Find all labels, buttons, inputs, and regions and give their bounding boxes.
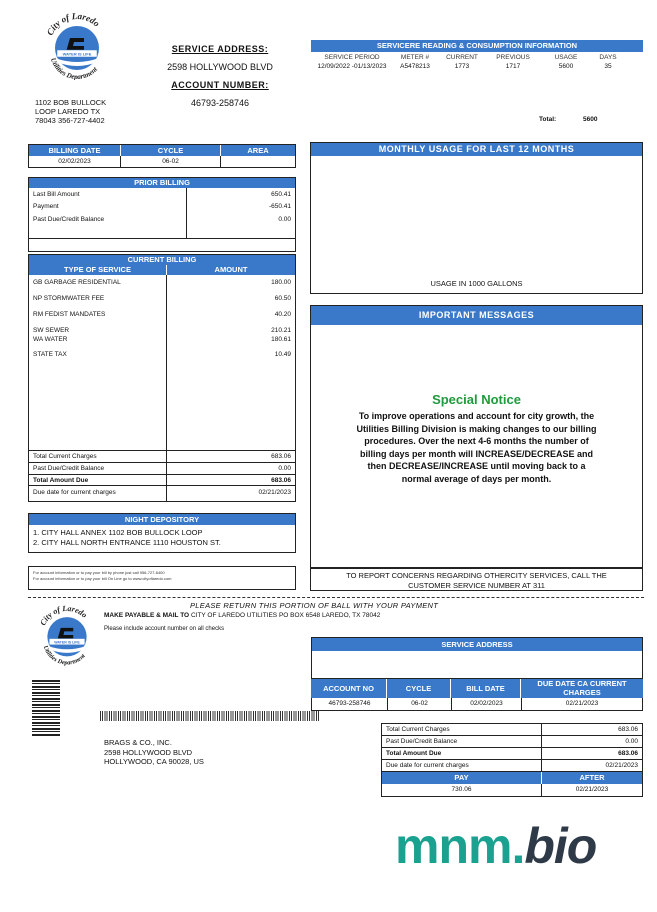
reading-cell: 35 — [604, 63, 612, 70]
vertical-barcode — [32, 680, 60, 736]
reading-header: DAYS — [599, 54, 617, 61]
monthly-usage-box — [310, 142, 643, 294]
notice-title: Special Notice — [432, 392, 521, 407]
billing-info-header: CYCLE — [121, 145, 221, 156]
total-value: 0.00 — [278, 465, 291, 472]
stub-header: DUE DATE CA CURRENT CHARGES — [521, 679, 643, 698]
billing-info-table — [28, 144, 296, 168]
stub-totals-table — [381, 723, 643, 797]
billing-info-header: AREA — [221, 145, 295, 156]
stub-header: CYCLE — [387, 679, 451, 698]
charge-label: RM FEDIST MANDATES — [33, 311, 106, 318]
monthly-usage-title: MONTHLY USAGE FOR LAST 12 MONTHS — [311, 143, 642, 156]
night-depository-item: 1. CITY HALL ANNEX 1102 BOB BULLOCK LOOP — [33, 528, 203, 537]
prior-billing-title: PRIOR BILLING — [29, 178, 295, 188]
charge-value: 180.00 — [271, 279, 291, 286]
stub-total-label: Total Current Charges — [382, 724, 542, 735]
account-number-value: 46793-258746 — [190, 98, 250, 108]
logo-arc-top: City of Laredo — [38, 603, 89, 628]
reading-cell: 5600 — [558, 63, 574, 70]
stub-total-value: 683.06 — [618, 750, 638, 757]
fine-print-box — [28, 566, 296, 590]
stub-total-label: Past Due/Credit Balance — [382, 736, 542, 747]
cycle-value: 06-02 — [121, 156, 221, 167]
logo-ribbon: WATER IS LIFE — [54, 640, 80, 645]
report-line2: CUSTOMER SERVICE NUMBER AT 311 — [408, 580, 545, 590]
total-label: Past Due/Credit Balance — [33, 465, 105, 472]
charge-label: GB GARBAGE RESIDENTIAL — [33, 279, 121, 286]
utility-address-line2: LOOP LAREDO TX — [35, 107, 101, 116]
charge-row — [29, 295, 295, 302]
stub-value: 46793-258746 — [312, 698, 388, 710]
stub-total-row — [382, 736, 642, 748]
charge-row — [29, 351, 295, 358]
stub-value: 02/21/2023 — [565, 700, 599, 707]
night-depository-title: NIGHT DEPOSITORY — [29, 514, 295, 525]
stub-total-label: Total Amount Due — [382, 748, 542, 759]
stub-service-address-title: SERVICE ADDRESS — [312, 638, 642, 651]
reading-row — [311, 63, 643, 70]
charge-value: 180.61 — [271, 336, 291, 343]
reading-cell: A5478213 — [400, 63, 430, 70]
utility-address-line1: 1102 BOB BULLOCK — [35, 98, 107, 107]
reading-header: CURRENT — [446, 54, 478, 61]
postal-barcode — [100, 711, 320, 721]
monthly-usage-footer: USAGE IN 1000 GALLONS — [430, 279, 523, 288]
charge-value: 40.20 — [274, 311, 291, 318]
mail-to-line2: 2598 HOLLYWOOD BLVD — [104, 747, 193, 757]
city-logo-stub — [34, 603, 100, 667]
tear-line — [28, 597, 644, 598]
service-address-label: SERVICE ADDRESS: — [171, 44, 269, 54]
mail-to-line3: HOLLYWOOD, CA 90028, US — [104, 757, 204, 766]
logo-arc-bottom: Utilities Department — [41, 644, 87, 667]
stub-total-value: 02/21/2023 — [605, 762, 638, 769]
current-billing-title: CURRENT BILLING — [29, 255, 295, 265]
billing-date-value: 02/02/2023 — [29, 156, 121, 167]
total-label: Due date for current charges — [33, 489, 116, 496]
account-number-label: ACCOUNT NUMBER: — [171, 80, 269, 90]
prior-billing-value: -650.41 — [268, 203, 291, 210]
stub-value: 06-02 — [388, 698, 452, 710]
report-line1: TO REPORT CONCERNS REGARDING OTHERCITY SERVICES, CALL THE — [346, 571, 607, 580]
total-value: 683.06 — [271, 453, 291, 460]
after-label: AFTER — [542, 772, 642, 784]
reading-total-label: Total: — [539, 116, 557, 123]
city-logo — [40, 12, 114, 80]
total-value: 683.06 — [271, 477, 291, 484]
total-row — [29, 451, 295, 463]
stub-total-row — [382, 748, 642, 760]
payable-bold: MAKE PAYABLE & MAIL TO — [104, 612, 190, 619]
charge-label: SW SEWER — [33, 327, 70, 334]
total-label: Total Current Charges — [33, 453, 97, 460]
reading-cell: 1717 — [505, 63, 521, 70]
total-label: Total Amount Due — [33, 477, 89, 484]
stub-total-row — [382, 724, 642, 736]
logo-arc-top: City of Laredo — [44, 12, 102, 37]
mail-to-line1: BRAGS & CO., INC. — [104, 738, 172, 747]
prior-billing-row — [29, 216, 295, 223]
charge-label: STATE TAX — [33, 351, 67, 358]
service-address-value: 2598 HOLLYWOOD BLVD — [167, 62, 273, 72]
logo-ribbon: WATER IS LIFE — [62, 51, 92, 57]
mail-to-address — [104, 738, 204, 767]
reading-header: USAGE — [554, 54, 578, 61]
report-box — [310, 568, 643, 591]
stub-header: ACCOUNT NO — [311, 679, 387, 698]
total-row — [29, 475, 295, 486]
stub-total-label: Due date for current charges — [382, 760, 542, 771]
utility-address-line3: 78043 356-727-4402 — [35, 116, 105, 125]
charge-row — [29, 336, 295, 343]
payable-rest: CITY OF LAREDO UTILITIES PO BOX 6548 LAREDO, TX 78042 — [190, 612, 381, 619]
reading-total-value: 5600 — [583, 116, 598, 123]
charge-value: 210.21 — [271, 327, 291, 334]
reading-title: SERVICERE READING & CONSUMPTION INFORMATION — [311, 40, 643, 52]
reading-header: SERVICE PERIOD — [324, 54, 380, 61]
col-amount: AMOUNT — [167, 265, 295, 275]
payable-line — [104, 612, 380, 619]
pay-value: 730.06 — [382, 784, 542, 796]
stub-total-row — [382, 760, 642, 772]
notice-body: To improve operations and account for city growth, the Utilities Billing Division is making changes to our billing procedures. Over the next 4-6 months the number of billing days per month will INCREASE/DECREASE and then DECREASE/INCREASE until moving back to a normal average of days per month. — [356, 411, 597, 484]
prior-billing-value: 0.00 — [278, 216, 291, 223]
watermark-part1: mnm. — [395, 818, 525, 874]
after-value: 02/21/2023 — [575, 786, 609, 793]
watermark-part2: bio — [524, 818, 597, 874]
stub-header: BILL DATE — [451, 679, 521, 698]
stub-total-value: 683.06 — [618, 726, 638, 733]
area-value — [221, 156, 295, 167]
total-value: 02/21/2023 — [258, 489, 291, 496]
current-billing-box — [28, 254, 296, 502]
pay-label: PAY — [382, 772, 542, 784]
charge-value: 60.50 — [274, 295, 291, 302]
prior-billing-label: Past Due/Credit Balance — [33, 216, 105, 223]
charge-label: WA WATER — [33, 336, 68, 343]
night-depository-item: 2. CITY HALL NORTH ENTRANCE 1110 HOUSTON ST. — [33, 538, 221, 547]
prior-billing-label: Payment — [33, 203, 59, 210]
watermark-logo — [395, 818, 596, 874]
logo-arc-bottom: Utilities Department — [48, 56, 99, 80]
night-depository-box — [28, 513, 296, 553]
charge-row — [29, 327, 295, 334]
prior-billing-label: Last Bill Amount — [33, 191, 80, 198]
messages-box — [310, 305, 643, 568]
stub-account-table — [311, 679, 643, 711]
fine-print-line: For account information or to pay your bill On Line go to www.cityoflaredo.com — [33, 576, 172, 581]
reading-header: METER # — [400, 54, 430, 61]
prior-billing-box — [28, 177, 296, 252]
col-type-of-service: TYPE OF SERVICE — [29, 265, 167, 275]
return-text: PLEASE RETURN THIS PORTION OF BALL WITH YOUR PAYMENT — [190, 601, 439, 610]
reading-cell: 1773 — [454, 63, 470, 70]
reading-header: PREVIOUS — [496, 54, 530, 61]
prior-billing-row — [29, 203, 295, 210]
reading-cell: 12/09/2022 -01/13/2023 — [317, 63, 387, 70]
charge-row — [29, 311, 295, 318]
charge-label: NP STORMWATER FEE — [33, 295, 105, 302]
stub-service-address-box — [311, 637, 643, 679]
prior-billing-value: 650.41 — [271, 191, 291, 198]
prior-billing-row — [29, 191, 295, 198]
stub-value: 02/02/2023 — [452, 698, 522, 710]
fine-print-line: For account information or to pay your bill by phone just call 956-727-6400 — [33, 570, 165, 575]
stub-total-value: 0.00 — [625, 738, 638, 745]
charge-row — [29, 279, 295, 286]
charge-value: 10.49 — [274, 351, 291, 358]
utility-address — [35, 98, 106, 125]
billing-info-header: BILLING DATE — [29, 145, 121, 156]
total-row — [29, 486, 295, 500]
reading-section — [311, 40, 643, 130]
messages-title: IMPORTANT MESSAGES — [311, 306, 642, 325]
total-row — [29, 463, 295, 475]
include-note: Please include account number on all checks — [104, 626, 225, 632]
